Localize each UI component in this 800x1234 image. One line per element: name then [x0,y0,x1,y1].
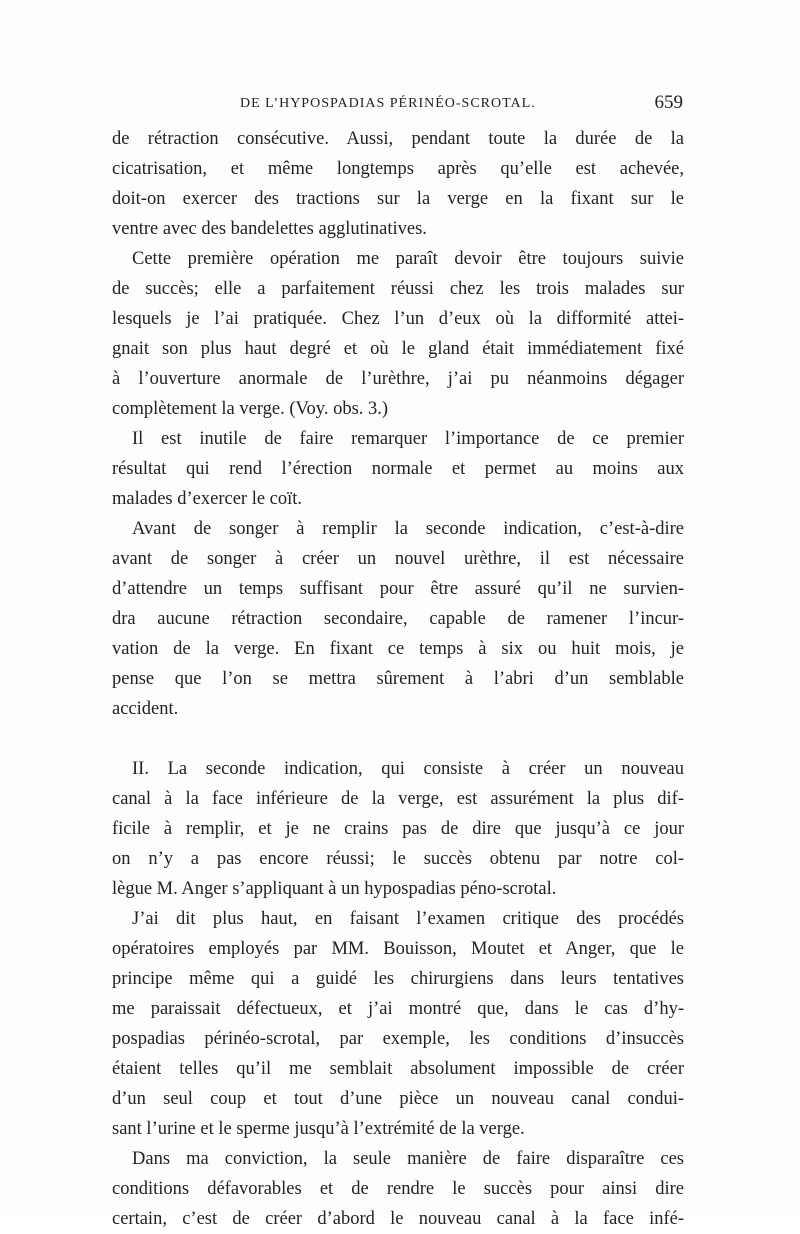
text-line: principe même qui a guidé les chirurgiens dans leurs tentatives [112,969,684,989]
text-line: ficile à remplir, et je ne crains pas de dire que jusqu’à ce jour [112,819,684,839]
text-line: certain, c’est de créer d’abord le nouveau canal à la face infé- [112,1209,684,1229]
text-line: complètement la verge. (Voy. obs. 3.) [112,399,389,419]
running-title: DE L’HYPOSPADIAS PÉRINÉO-SCROTAL. [240,96,536,111]
text-line: de succès; elle a parfaitement réussi chez les trois malades sur [112,279,684,299]
text-line: lègue M. Anger s’appliquant à un hypospadias péno-scrotal. [112,879,557,899]
text-line: accident. [112,699,179,719]
text-line: opératoires employés par MM. Bouisson, Moutet et Anger, que le [112,939,684,959]
page-number: 659 [654,92,683,113]
text-line: malades d’exercer le coït. [112,489,303,509]
text-line: ventre avec des bandelettes agglutinatives. [112,219,427,239]
text-line: cicatrisation, et même longtemps après qu’elle est achevée, [112,159,684,179]
running-head [108,92,683,120]
text-line: J’ai dit plus haut, en faisant l’examen critique des procédés [132,909,684,929]
text-line: Il est inutile de faire remarquer l’importance de ce premier [132,429,684,449]
text-line: dra aucune rétraction secondaire, capable de ramener l’incur- [112,609,684,629]
text-line: à l’ouverture anormale de l’urèthre, j’ai pu néanmoins dégager [112,369,684,389]
text-line: de rétraction consécutive. Aussi, pendant toute la durée de la [112,129,684,149]
text-line: sant l’urine et le sperme jusqu’à l’extrémité de la verge. [112,1119,525,1139]
text-line: d’attendre un temps suffisant pour être assuré qu’il ne survien- [112,579,684,599]
text-line: résultat qui rend l’érection normale et permet au moins aux [112,459,684,479]
text-line: doit-on exercer des tractions sur la verge en la fixant sur le [112,189,684,209]
text-line: gnait son plus haut degré et où le gland était immédiatement fixé [112,339,684,359]
text-line: II. La seconde indication, qui consiste à créer un nouveau [132,759,684,779]
text-line: vation de la verge. En fixant ce temps à six ou huit mois, je [112,639,684,659]
text-line: pospadias périnéo-scrotal, par exemple, les conditions d’insuccès [112,1029,684,1049]
text-line: étaient telles qu’il me semblait absolument impossible de créer [112,1059,684,1079]
text-line: d’un seul coup et tout d’une pièce un nouveau canal condui- [112,1089,684,1109]
text-line: conditions défavorables et de rendre le succès pour ainsi dire [112,1179,684,1199]
text-line: Dans ma conviction, la seule manière de faire disparaître ces [132,1149,684,1169]
text-line: me paraissait défectueux, et j’ai montré que, dans le cas d’hy- [112,999,684,1019]
text-line: avant de songer à créer un nouvel urèthre, il est nécessaire [112,549,684,569]
text-line: on n’y a pas encore réussi; le succès obtenu par notre col- [112,849,684,869]
text-line: Avant de songer à remplir la seconde indication, c’est-à-dire [132,519,684,539]
text-line: lesquels je l’ai pratiquée. Chez l’un d’eux où la difformité attei- [112,309,684,329]
text-line: Cette première opération me paraît devoir être toujours suivie [132,249,684,269]
text-line: pense que l’on se mettra sûrement à l’abri d’un semblable [112,669,684,689]
text-line: canal à la face inférieure de la verge, est assurément la plus dif- [112,789,684,809]
